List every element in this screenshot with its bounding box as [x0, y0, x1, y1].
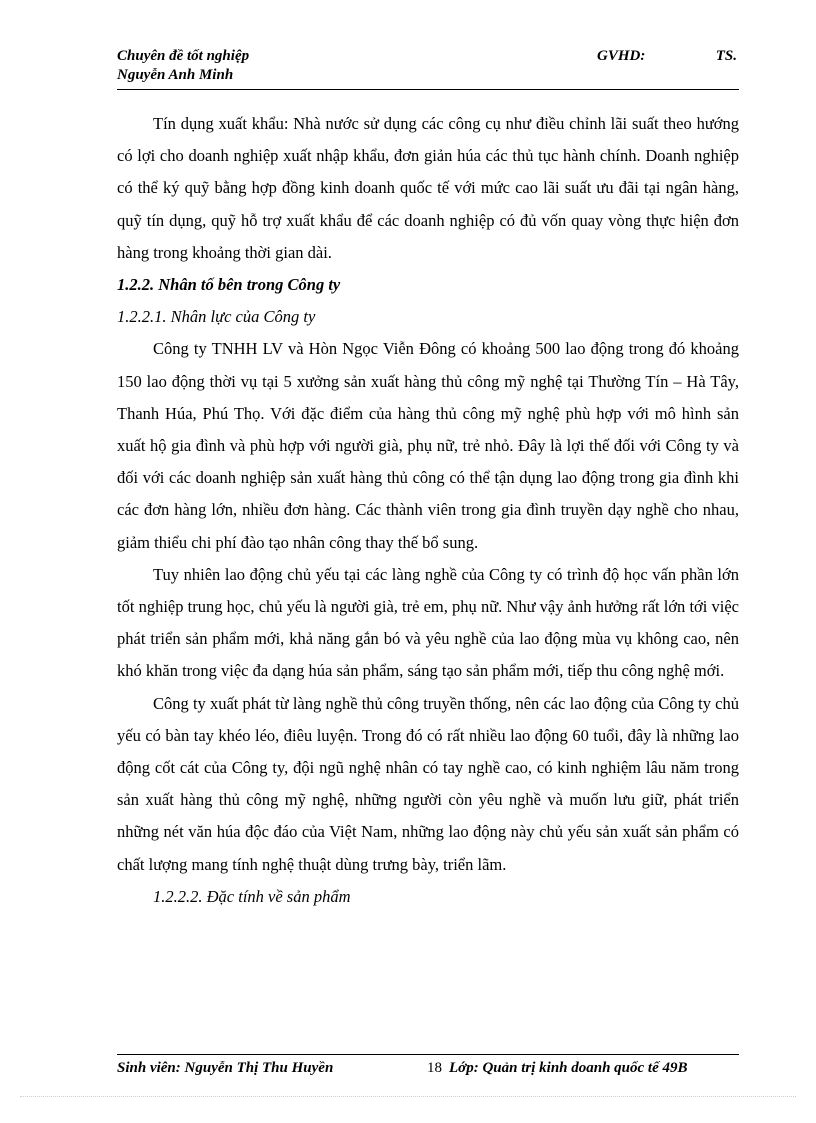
- header-advisor-name: Nguyễn Anh Minh: [117, 67, 234, 83]
- page-footer: [117, 1058, 739, 1078]
- paragraph-workforce: Công ty TNHH LV và Hòn Ngọc Viễn Đông có khoảng 500 lao động trong đó khoảng 150 lao động thời vụ tại 5 xưởng sản xuất hàng thủ công mỹ nghệ tại Thường Tín – Hà Tây, Thanh Húa, Phú Thọ. Với đặc điểm của hàng thủ công mỹ nghệ phù hợp với mô hình sản xuất hộ gia đình và phù hợp với người già, phụ nữ, trẻ nhỏ. Đây là lợi thế đối với Công ty và đối với các doanh nghiệp sản xuất hàng thủ công có thể tận dụng lao động trong gia đình khi các đơn hàng lớn, nhiều đơn hàng. Các thành viên trong gia đình truyền dạy nghề cho nhau, giảm thiểu chi phí đào tạo nhân công thay thế bổ sung.: [117, 339, 739, 552]
- page-header: [117, 47, 737, 87]
- header-gvhd-label: GVHD:: [597, 48, 646, 64]
- header-divider: [117, 89, 739, 90]
- paragraph-craftsmen: Công ty xuất phát từ làng nghề thủ công truyền thống, nên các lao động của Công ty chủ yếu có bàn tay khéo léo, điêu luyện. Trong đó có rất nhiều lao động 60 tuổi, đây là những lao động cốt cát của Công ty, đội ngũ nghệ nhân có tay nghề cao, có kinh nghiệm lâu năm trong sản xuất hàng thủ công mỹ nghệ, những người còn yêu nghề và muốn lưu giữ, phát triển những nét văn húa độc đáo của Việt Nam, những lao động này chủ yếu sản xuất sản phẩm có chất lượng mang tính nghệ thuật dùng trưng bày, triển lãm.: [117, 693, 739, 874]
- subsection-heading-1-2-2-1: 1.2.2.1. Nhân lực của Công ty: [117, 307, 316, 327]
- footer-class-name: Lớp: Quản trị kinh doanh quốc tế 49B: [449, 1060, 688, 1076]
- footer-student-name: Sinh viên: Nguyễn Thị Thu Huyền: [117, 1060, 334, 1076]
- section-heading-1-2-2: 1.2.2. Nhân tố bên trong Công ty: [117, 275, 341, 295]
- paragraph-export-credit: Tín dụng xuất khẩu: Nhà nước sử dụng các công cụ như điều chỉnh lãi suất theo hướng có lợi cho doanh nghiệp xuất nhập khẩu, đơn giản húa các thủ tục hành chính. Doanh nghiệp có thể ký quỹ bằng hợp đồng kinh doanh quốc tế với mức cao lãi suất ưu đãi tại ngân hàng, quỹ tín dụng, quỹ hỗ trợ xuất khẩu để các doanh nghiệp có đủ vốn quay vòng thực hiện đơn hàng trong khoảng thời gian dài.: [117, 114, 739, 262]
- page-bottom-border: [20, 1096, 796, 1097]
- header-document-type: Chuyên đề tốt nghiệp: [117, 48, 250, 64]
- footer-divider: [117, 1054, 739, 1055]
- paragraph-education-level: Tuy nhiên lao động chủ yếu tại các làng nghề của Công ty có trình độ học vấn phần lớn tốt nghiệp trung học, chủ yếu là người già, trẻ em, phụ nữ. Như vậy ảnh hưởng rất lớn tới việc phát triển sản phẩm mới, khả năng gắn bó và yêu nghề của lao động mùa vụ không cao, nên khó khăn trong việc đa dạng húa sản phẩm, sáng tạo sản phẩm mới, tiếp thu công nghệ mới.: [117, 564, 739, 681]
- subsection-heading-1-2-2-2: 1.2.2.2. Đặc tính về sản phẩm: [153, 886, 351, 906]
- document-body: [117, 108, 739, 913]
- page-number: 18: [427, 1060, 442, 1076]
- header-ts-label: TS.: [715, 48, 737, 64]
